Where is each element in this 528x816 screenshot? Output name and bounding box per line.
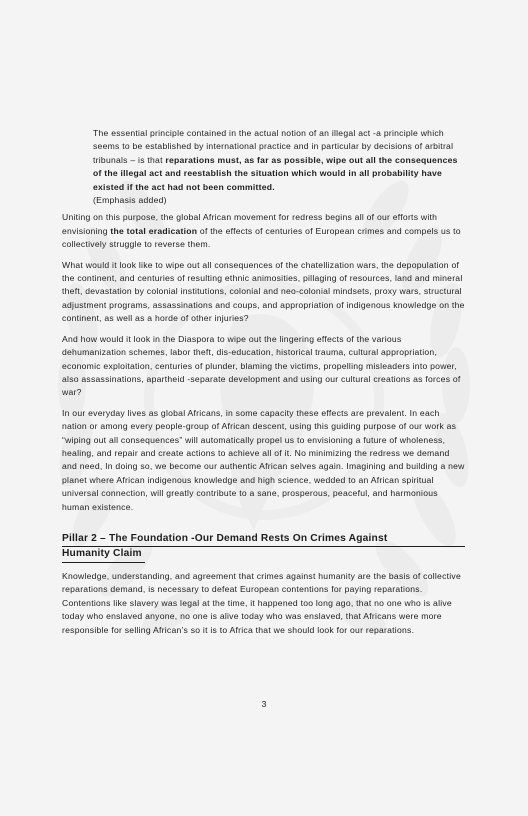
paragraph-purpose-text: Uniting on this purpose, the global African movement for redress begins all of our efforts with envisioning <box>62 212 438 236</box>
quote-text <box>93 127 466 194</box>
paragraph-purpose <box>62 211 466 251</box>
quote-text-intro: The essential principle contained in the actual notion of an illegal act -a principle which seems to be established by international practice and in particular by decisions of arbitral tribunals – is that <box>93 128 454 165</box>
paragraph-everyday-lives: In our everyday lives as global Africans, in some capacity these effects are prevalent. In each nation or among every people-group of African descent, using this guiding purpose of our work as “wiping out all consequences” will automatically propel us to envisioning a future of wholeness, healing, and repair and create actions to achieve all of it. No minimizing the redress we demand and need, In doing so, we become our authentic African selves again. Imagining and building a new planet where African indigenous knowledge and high science, wedded to an African spiritual universal connection, will greatly contribute to a sane, prosperous, peaceful, and harmonious human existence. <box>62 407 465 512</box>
quote-note: (Emphasis added) <box>93 195 167 206</box>
quote-emphasis: reparations must, as far as possible, wipe out all the consequences of the illegal act and reestablish the situation which would in all probability have existed if the act had not been committed. <box>93 154 458 192</box>
block-quote <box>93 127 466 207</box>
page-number: 3 <box>261 699 267 709</box>
paragraph-purpose-emphasis: the total eradication <box>110 225 198 236</box>
section-heading-line-2: Humanity Claim <box>62 547 145 563</box>
paragraph-diaspora: And how would it look in the Diaspora to wipe out the lingering effects of the various dehumanization schemes, labor theft, dis-education, historical trauma, cultural appropriation, economic exploitation, centuries of plunder, blaming the victims, propelling misleaders into power, also assassinations, apartheid -separate development and using our cultural creations as forces of war? <box>62 333 461 398</box>
paragraph-continent: What would it look like to wipe out all consequences of the chatellization wars, the depopulation of the continent, and centuries of resulting ethnic animosities, pillaging of resources, land and mineral theft, devastation by colonial institutions, colonial and neo-colonial mindsets, proxy wars, structural adjustment programs, assassinations and coups, and appropriation of indigenous knowledge on the continent, as well as a horde of other injuries? <box>62 259 465 324</box>
paragraph-crimes-against-humanity: Knowledge, understanding, and agreement that crimes against humanity are the basis of collective reparations demand, is necessary to defeat European contentions for paying reparations. Contentions like slavery was legal at the time, it happened too long ago, that no one who is alive today who enslaved anyone, no one is alive today who was enslaved, that Africans were more responsible for selling African’s so it is to Africa that we should look for our reparations. <box>62 570 462 635</box>
section-heading-pillar-2 <box>62 532 466 563</box>
document-body <box>62 127 466 644</box>
paragraph-purpose-text-end: of the effects of centuries of European crimes and compels us to collectively struggle to reverse them. <box>62 225 461 250</box>
section-heading-line-1: Pillar 2 – The Foundation -Our Demand Rests On Crimes Against <box>62 532 465 548</box>
